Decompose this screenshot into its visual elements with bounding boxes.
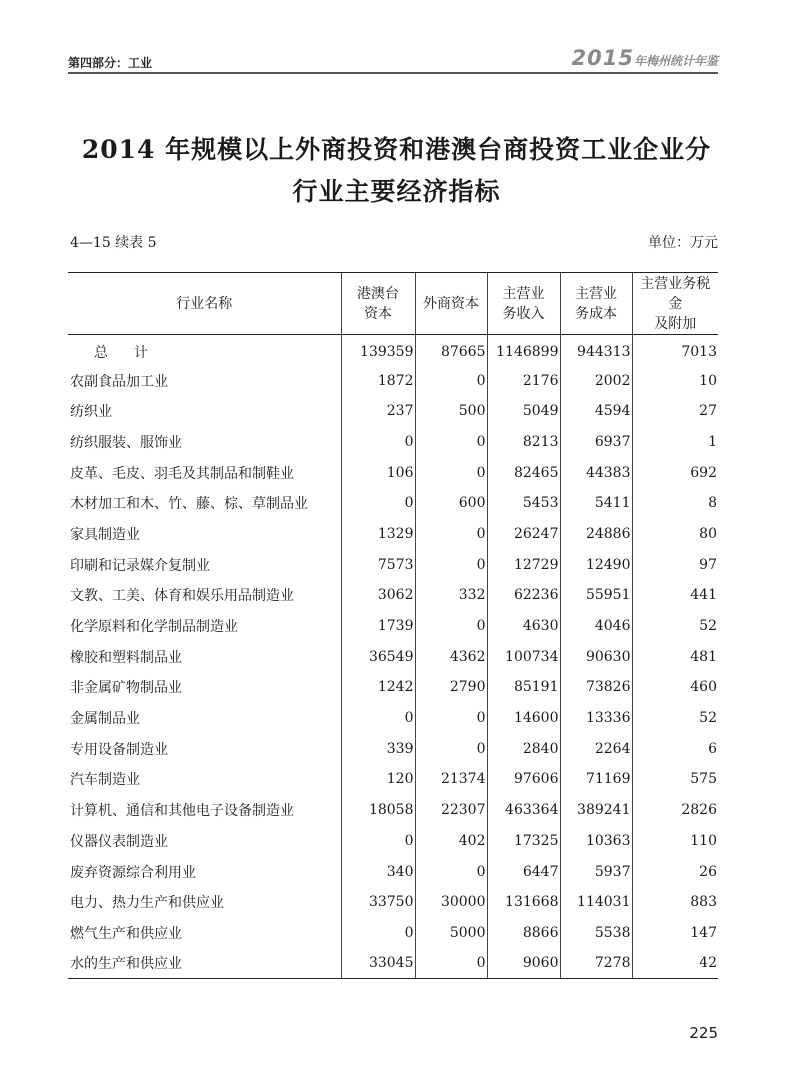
value-cell: 2002 bbox=[560, 365, 632, 396]
value-cell: 0 bbox=[415, 703, 487, 734]
value-cell: 339 bbox=[341, 733, 415, 764]
industry-name-cell: 家具制造业 bbox=[70, 526, 140, 543]
value-cell: 600 bbox=[415, 488, 487, 519]
industry-name-cell: 纺织业 bbox=[70, 404, 112, 421]
yearbook-title bbox=[572, 46, 718, 70]
value-cell: 131668 bbox=[487, 887, 560, 918]
value-cell: 0 bbox=[415, 365, 487, 396]
value-cell: 5000 bbox=[415, 918, 487, 949]
industry-name-cell: 纺织服装、服饰业 bbox=[70, 434, 182, 451]
section-label: 第四部分：工业 bbox=[68, 56, 153, 70]
value-cell: 500 bbox=[415, 396, 487, 427]
table-row bbox=[68, 611, 718, 642]
value-cell: 139359 bbox=[341, 335, 415, 366]
value-cell: 62236 bbox=[487, 580, 560, 611]
page-title-line2: 行业主要经济指标 bbox=[292, 177, 501, 206]
table-row bbox=[68, 549, 718, 580]
value-cell: 97 bbox=[632, 549, 718, 580]
value-cell: 5937 bbox=[560, 856, 632, 887]
value-cell: 36549 bbox=[341, 641, 415, 672]
value-cell: 33045 bbox=[341, 948, 415, 979]
value-cell: 2176 bbox=[487, 365, 560, 396]
value-cell: 4362 bbox=[415, 641, 487, 672]
value-cell: 106 bbox=[341, 457, 415, 488]
value-cell: 8866 bbox=[487, 918, 560, 949]
value-cell: 944313 bbox=[560, 335, 632, 366]
value-cell: 14600 bbox=[487, 703, 560, 734]
value-cell: 340 bbox=[341, 856, 415, 887]
value-cell: 0 bbox=[415, 611, 487, 642]
value-cell: 1329 bbox=[341, 519, 415, 550]
value-cell: 0 bbox=[415, 457, 487, 488]
value-cell: 0 bbox=[415, 519, 487, 550]
total-row bbox=[68, 335, 718, 366]
table-row bbox=[68, 703, 718, 734]
value-cell: 4594 bbox=[560, 396, 632, 427]
value-cell: 90630 bbox=[560, 641, 632, 672]
value-cell: 0 bbox=[415, 948, 487, 979]
value-cell: 55951 bbox=[560, 580, 632, 611]
table-row bbox=[68, 427, 718, 458]
col-header-main-tax: 主营业务税金 及附加 bbox=[632, 273, 718, 335]
value-cell: 0 bbox=[341, 826, 415, 857]
value-cell: 33750 bbox=[341, 887, 415, 918]
value-cell: 0 bbox=[341, 488, 415, 519]
value-cell: 12490 bbox=[560, 549, 632, 580]
value-cell: 52 bbox=[632, 611, 718, 642]
page-header bbox=[68, 44, 718, 74]
table-row bbox=[68, 396, 718, 427]
industry-name-cell: 非金属矿物制品业 bbox=[70, 680, 182, 697]
value-cell: 5538 bbox=[560, 918, 632, 949]
yearbook-year: 2015 bbox=[571, 46, 634, 70]
industry-name-cell: 废弃资源综合利用业 bbox=[70, 864, 196, 881]
value-cell: 24886 bbox=[560, 519, 632, 550]
page-number: 225 bbox=[689, 1024, 718, 1042]
value-cell: 0 bbox=[415, 549, 487, 580]
value-cell: 5453 bbox=[487, 488, 560, 519]
value-cell: 692 bbox=[632, 457, 718, 488]
industry-name-cell: 印刷和记录媒介复制业 bbox=[70, 557, 210, 574]
industry-name-cell: 计算机、通信和其他电子设备制造业 bbox=[70, 803, 294, 820]
industry-name-cell: 金属制品业 bbox=[70, 711, 140, 728]
industry-name-cell: 文教、工美、体育和娱乐用品制造业 bbox=[70, 588, 294, 605]
value-cell: 8213 bbox=[487, 427, 560, 458]
value-cell: 0 bbox=[415, 856, 487, 887]
value-cell: 883 bbox=[632, 887, 718, 918]
value-cell: 575 bbox=[632, 764, 718, 795]
industry-name-cell: 总 计 bbox=[94, 345, 154, 362]
value-cell: 10 bbox=[632, 365, 718, 396]
industry-name-cell: 木材加工和木、竹、藤、棕、草制品业 bbox=[70, 496, 308, 513]
value-cell: 73826 bbox=[560, 672, 632, 703]
industry-name-cell: 皮革、毛皮、羽毛及其制品和制鞋业 bbox=[70, 465, 294, 482]
value-cell: 85191 bbox=[487, 672, 560, 703]
value-cell: 4046 bbox=[560, 611, 632, 642]
value-cell: 147 bbox=[632, 918, 718, 949]
table-id: 4—15 续表 5 bbox=[70, 235, 157, 251]
value-cell: 2790 bbox=[415, 672, 487, 703]
table-row bbox=[68, 795, 718, 826]
table-row bbox=[68, 672, 718, 703]
value-cell: 6 bbox=[632, 733, 718, 764]
value-cell: 5411 bbox=[560, 488, 632, 519]
value-cell: 80 bbox=[632, 519, 718, 550]
value-cell: 17325 bbox=[487, 826, 560, 857]
value-cell: 26247 bbox=[487, 519, 560, 550]
value-cell: 389241 bbox=[560, 795, 632, 826]
value-cell: 30000 bbox=[415, 887, 487, 918]
header-row bbox=[68, 273, 718, 335]
table-row bbox=[68, 918, 718, 949]
value-cell: 52 bbox=[632, 703, 718, 734]
table-row bbox=[68, 580, 718, 611]
value-cell: 3062 bbox=[341, 580, 415, 611]
value-cell: 7013 bbox=[632, 335, 718, 366]
table-row bbox=[68, 948, 718, 979]
col-header-main-cost: 主营业 务成本 bbox=[560, 273, 632, 335]
industry-name-cell: 化学原料和化学制品制造业 bbox=[70, 619, 238, 636]
value-cell: 2826 bbox=[632, 795, 718, 826]
value-cell: 120 bbox=[341, 764, 415, 795]
table-row bbox=[68, 856, 718, 887]
value-cell: 1 bbox=[632, 427, 718, 458]
value-cell: 9060 bbox=[487, 948, 560, 979]
value-cell: 6937 bbox=[560, 427, 632, 458]
unit-label: 单位：万元 bbox=[648, 235, 718, 251]
table-row bbox=[68, 641, 718, 672]
value-cell: 12729 bbox=[487, 549, 560, 580]
value-cell: 0 bbox=[341, 918, 415, 949]
value-cell: 0 bbox=[341, 427, 415, 458]
value-cell: 7573 bbox=[341, 549, 415, 580]
data-table bbox=[68, 272, 718, 979]
value-cell: 100734 bbox=[487, 641, 560, 672]
value-cell: 4630 bbox=[487, 611, 560, 642]
industry-name-cell: 燃气生产和供应业 bbox=[70, 925, 182, 942]
value-cell: 1242 bbox=[341, 672, 415, 703]
value-cell: 21374 bbox=[415, 764, 487, 795]
industry-name-cell: 电力、热力生产和供应业 bbox=[70, 895, 224, 912]
value-cell: 6447 bbox=[487, 856, 560, 887]
value-cell: 0 bbox=[415, 427, 487, 458]
industry-name-cell: 汽车制造业 bbox=[70, 772, 140, 789]
value-cell: 1739 bbox=[341, 611, 415, 642]
col-header-main-revenue: 主营业 务收入 bbox=[487, 273, 560, 335]
value-cell: 441 bbox=[632, 580, 718, 611]
value-cell: 1872 bbox=[341, 365, 415, 396]
value-cell: 22307 bbox=[415, 795, 487, 826]
value-cell: 18058 bbox=[341, 795, 415, 826]
table-row bbox=[68, 488, 718, 519]
value-cell: 82465 bbox=[487, 457, 560, 488]
value-cell: 42 bbox=[632, 948, 718, 979]
value-cell: 463364 bbox=[487, 795, 560, 826]
value-cell: 13336 bbox=[560, 703, 632, 734]
table-row bbox=[68, 764, 718, 795]
value-cell: 71169 bbox=[560, 764, 632, 795]
value-cell: 44383 bbox=[560, 457, 632, 488]
value-cell: 481 bbox=[632, 641, 718, 672]
value-cell: 0 bbox=[415, 733, 487, 764]
industry-name-cell: 专用设备制造业 bbox=[70, 741, 168, 758]
value-cell: 110 bbox=[632, 826, 718, 857]
industry-name-cell: 农副食品加工业 bbox=[70, 373, 168, 390]
table-row bbox=[68, 457, 718, 488]
page-title-line1: 2014 年规模以上外商投资和港澳台商投资工业企业分 bbox=[81, 135, 712, 164]
value-cell: 26 bbox=[632, 856, 718, 887]
value-cell: 0 bbox=[341, 703, 415, 734]
value-cell: 402 bbox=[415, 826, 487, 857]
value-cell: 87665 bbox=[415, 335, 487, 366]
value-cell: 2840 bbox=[487, 733, 560, 764]
value-cell: 97606 bbox=[487, 764, 560, 795]
table-row bbox=[68, 887, 718, 918]
col-header-foreign-capital: 外商资本 bbox=[415, 273, 487, 335]
table-row bbox=[68, 365, 718, 396]
col-header-industry: 行业名称 bbox=[68, 273, 341, 335]
value-cell: 8 bbox=[632, 488, 718, 519]
value-cell: 1146899 bbox=[487, 335, 560, 366]
value-cell: 2264 bbox=[560, 733, 632, 764]
value-cell: 237 bbox=[341, 396, 415, 427]
industry-name-cell: 橡胶和塑料制品业 bbox=[70, 649, 182, 666]
table-row bbox=[68, 826, 718, 857]
value-cell: 332 bbox=[415, 580, 487, 611]
value-cell: 114031 bbox=[560, 887, 632, 918]
value-cell: 7278 bbox=[560, 948, 632, 979]
table-row bbox=[68, 733, 718, 764]
value-cell: 460 bbox=[632, 672, 718, 703]
industry-name-cell: 水的生产和供应业 bbox=[68, 948, 341, 979]
col-header-hk-macao-taiwan-capital: 港澳台 资本 bbox=[341, 273, 415, 335]
value-cell: 27 bbox=[632, 396, 718, 427]
yearbook-name: 年梅州统计年鉴 bbox=[633, 54, 718, 68]
value-cell: 10363 bbox=[560, 826, 632, 857]
value-cell: 5049 bbox=[487, 396, 560, 427]
industry-name-cell: 仪器仪表制造业 bbox=[70, 833, 168, 850]
table-row bbox=[68, 519, 718, 550]
